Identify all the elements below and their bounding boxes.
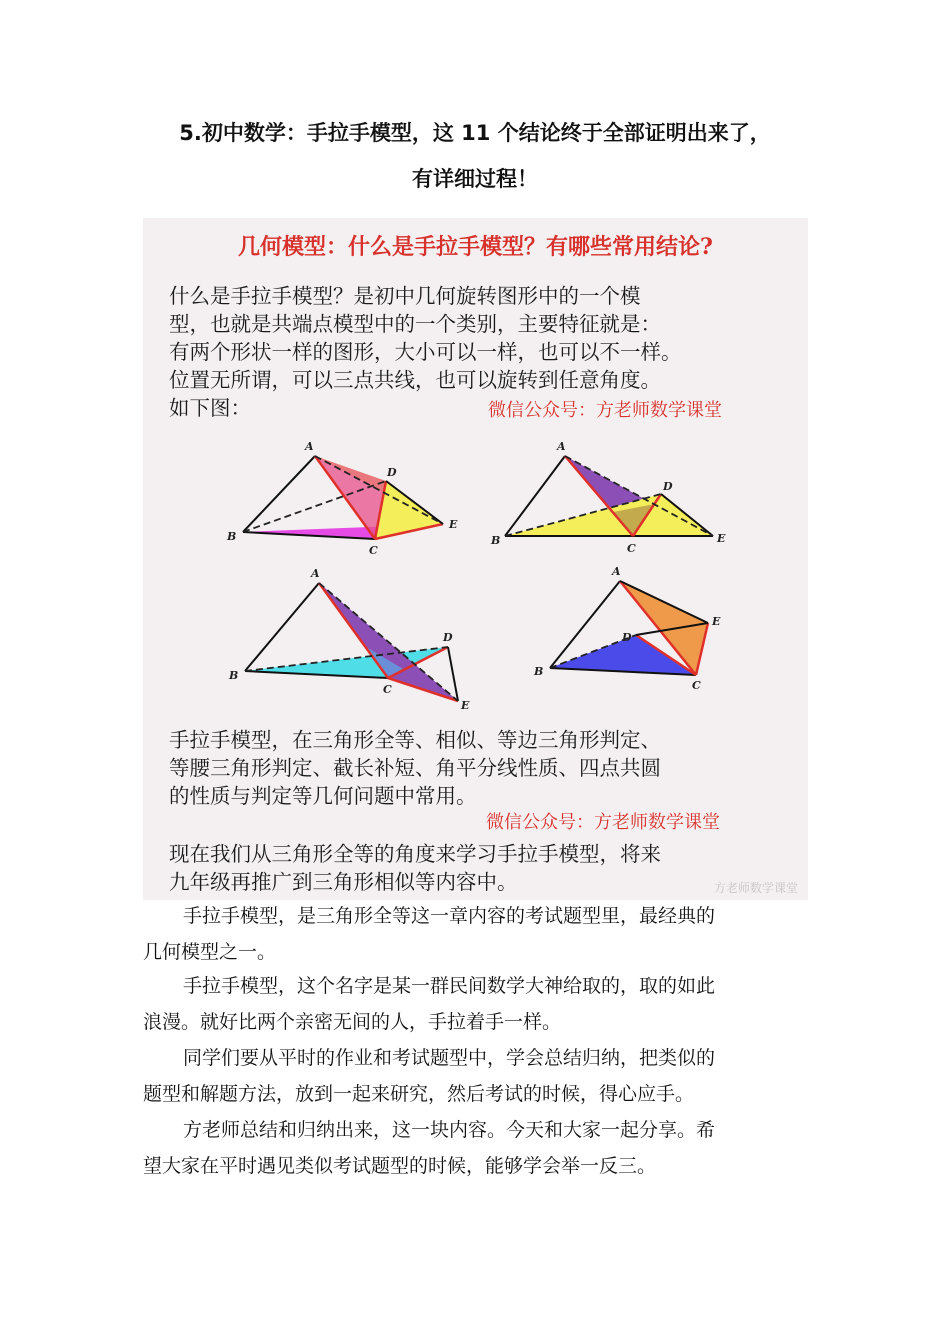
outro-line: 现在我们从三角形全等的角度来学习手拉手模型，将来 — [169, 842, 661, 866]
illustration-card — [143, 218, 808, 900]
label-c: C — [369, 544, 378, 556]
paragraph-line: 浪漫。就好比两个亲密无间的人，手拉着手一样。 — [143, 1011, 562, 1033]
label-b: B — [534, 665, 544, 678]
title-line-1: 5.初中数学：手拉手模型，这 11 个结论终于全部证明出来了， — [179, 121, 771, 145]
intro-line: 什么是手拉手模型？是初中几何旋转图形中的一个模 — [169, 284, 641, 308]
label-c: C — [692, 679, 701, 692]
wechat-tag: 微信公众号：方老师数学课堂 — [488, 400, 722, 421]
usage-line: 手拉手模型，在三角形全等、相似、等边三角形判定、 — [169, 728, 661, 752]
label-d: D — [622, 631, 632, 644]
label-b: B — [491, 534, 501, 547]
usage-line: 的性质与判定等几何问题中常用。 — [169, 784, 477, 808]
figure-1 — [223, 436, 473, 556]
label-a: A — [305, 440, 314, 453]
label-e: E — [712, 615, 721, 628]
label-b: B — [227, 530, 237, 543]
outro-text — [169, 840, 789, 896]
intro-line: 位置无所谓，可以三点共线，也可以旋转到任意角度。 — [169, 368, 661, 392]
label-e: E — [717, 532, 726, 545]
segment-ab — [243, 456, 315, 532]
watermark: 方老师数学课堂 — [713, 881, 798, 895]
intro-line: 如下图： — [169, 396, 251, 420]
paragraph — [143, 1040, 808, 1112]
paragraph — [143, 1112, 808, 1184]
triangle-acd-fill — [315, 456, 386, 539]
paragraph-line: 方老师总结和归纳出来，这一块内容。今天和大家一起分享。希 — [183, 1119, 716, 1141]
card-heading: 几何模型：什么是手拉手模型？有哪些常用结论? — [238, 234, 713, 260]
label-e: E — [461, 699, 470, 712]
label-d: D — [443, 631, 453, 644]
wechat-tag: 微信公众号：方老师数学课堂 — [486, 812, 720, 833]
label-a: A — [612, 565, 621, 578]
label-c: C — [383, 683, 392, 696]
label-d: D — [663, 480, 673, 493]
paragraph — [143, 968, 808, 1040]
label-e: E — [449, 518, 458, 531]
paragraph-line: 题型和解题方法，放到一起来研究，然后考试的时候，得心应手。 — [143, 1083, 695, 1105]
label-a: A — [311, 567, 320, 580]
label-a: A — [557, 440, 566, 453]
label-d: D — [387, 466, 397, 479]
figure-3 — [223, 563, 473, 713]
label-b: B — [229, 669, 239, 682]
intro-line: 有两个形状一样的图形，大小可以一样，也可以不一样。 — [169, 340, 682, 364]
usage-text — [169, 726, 789, 810]
paragraph-line: 手拉手模型，是三角形全等这一章内容的考试题型里，最经典的 — [183, 905, 716, 927]
segment-ab — [245, 583, 319, 671]
figure-2 — [483, 436, 733, 556]
paragraph-line: 手拉手模型，这个名字是某一群民间数学大神给取的，取的如此 — [183, 975, 716, 997]
figure-4 — [528, 563, 728, 698]
usage-line: 等腰三角形判定、截长补短、角平分线性质、四点共圆 — [169, 756, 661, 780]
paragraph-line: 同学们要从平时的作业和考试题型中，学会总结归纳，把类似的 — [183, 1047, 716, 1069]
paragraph-line: 几何模型之一。 — [143, 941, 277, 963]
label-c: C — [627, 542, 636, 555]
document-title — [120, 110, 830, 202]
title-line-2: 有详细过程！ — [412, 167, 538, 191]
paragraph — [143, 898, 808, 970]
paragraph-line: 望大家在平时遇见类似考试题型的时候，能够学会举一反三。 — [143, 1155, 657, 1177]
intro-line: 型，也就是共端点模型中的一个类别，主要特征就是： — [169, 312, 661, 336]
outro-line: 九年级再推广到三角形相似等内容中。 — [169, 870, 518, 894]
